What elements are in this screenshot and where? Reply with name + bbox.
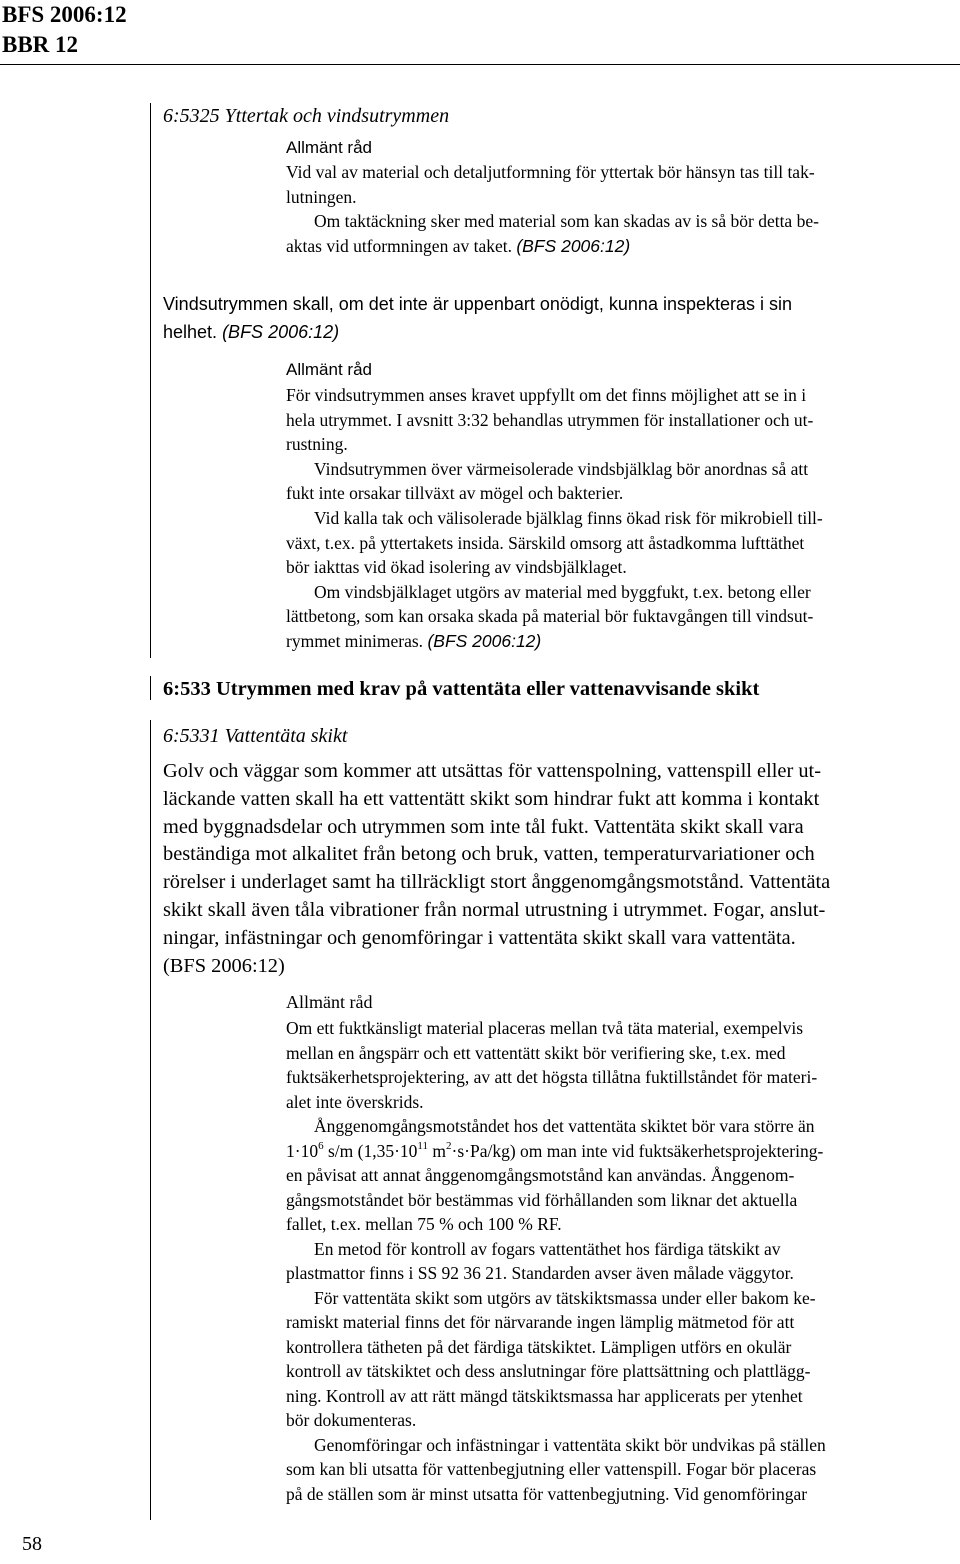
text-line: ning. Kontroll av att rätt mängd tätskiktsmassa har applicerats per ytenhet xyxy=(286,1385,803,1406)
text-line: rustning. xyxy=(286,434,348,455)
text-line: skikt skall även tåla vibrationer från normal utrustning i utrymmet. Fogar, anslut- xyxy=(163,898,826,921)
allmant-rad-block xyxy=(286,160,946,258)
section-heading-6-5325: 6:5325 Yttertak och vindsutrymmen xyxy=(163,105,450,127)
text-line: Vindsutrymmen skall, om det inte är uppenbart onödigt, kunna inspekteras i sin xyxy=(163,294,793,314)
text-line: För vindsutrymmen anses kravet uppfyllt om det finns möjlighet att se in i xyxy=(286,385,807,405)
text-line: beständiga mot alkalitet från betong och bruk, vatten, temperaturvariationer och xyxy=(163,843,815,866)
text-line: Genomföringar och infästningar i vattentäta skikt bör undvikas på ställen xyxy=(314,1434,826,1455)
text-line: alet inte överskrids. xyxy=(286,1091,424,1112)
text-line: ningar, infästningar och genomföringar i vattentäta skikt skall vara vattentäta. xyxy=(163,926,796,949)
text-line: För vattentäta skikt som utgörs av tätskiktsmassa under eller bakom ke- xyxy=(314,1287,816,1308)
text-line: Golv och väggar som kommer att utsättas för vattenspolning, vattenspill eller ut- xyxy=(163,760,822,782)
text-line: Vindsutrymmen över värmeisolerade vindsbjälklag bör anordnas så att xyxy=(314,458,809,479)
text-line: fuktsäkerhetsprojektering, av att det högsta tillåtna fuktillståndet för materi- xyxy=(286,1067,818,1087)
text-line: en påvisat att annat ånggenomgångsmotstånd kan användas. Ånggenom- xyxy=(286,1165,795,1185)
text-line: Om ett fuktkänsligt material placeras mellan två täta material, exempelvis xyxy=(286,1018,804,1038)
change-bar xyxy=(150,676,151,700)
text-line: rörelser i underlaget samt ha tillräckligt stort ånggenomgångsmotstånd. Vattentäta xyxy=(163,871,831,894)
text-line: plastmattor finns i SS 92 36 21. Standarden avser även målade väggytor. xyxy=(286,1263,794,1283)
header-rule xyxy=(0,64,960,65)
text-line: hela utrymmet. I avsnitt 3:32 behandlas utrymmen för installationer och ut- xyxy=(286,409,814,430)
text-line: kontrollera tätheten på det färdiga tätskiktet. Lämpligen utförs en okulär xyxy=(286,1336,792,1357)
header-bbr: BBR 12 xyxy=(2,32,79,57)
rule-text xyxy=(163,290,953,346)
rule-text xyxy=(163,758,953,980)
text-line: aktas vid utformningen av taket. xyxy=(286,235,512,256)
reference: (BFS 2006:12) xyxy=(427,630,542,651)
page-header xyxy=(2,0,127,60)
text-line: En metod för kontroll av fogars vattentäthet hos färdiga tätskikt av xyxy=(314,1238,781,1259)
reference: (BFS 2006:12) xyxy=(222,322,340,342)
section-heading-6-533: 6:533 Utrymmen med krav på vattentäta eller vattenavvisande skikt xyxy=(163,678,760,700)
text-line: bör dokumenteras. xyxy=(286,1410,417,1430)
text-line: rymmet minimeras. xyxy=(286,630,424,651)
text-line: bör iakttas vid ökad isolering av vindsbjälklaget. xyxy=(286,557,627,578)
text-line: $1\cdot 10^6$ s/m ($1,35\cdot 10^{11}$ $m^2\cdot s\cdot Pa/kg$) om man inte vid fuktsäkerhetsprojektering- xyxy=(286,1139,824,1161)
text-line: Om taktäckning sker med material som kan skadas av is så bör detta be- xyxy=(314,211,819,232)
allmant-rad-block xyxy=(286,1016,951,1506)
change-bar xyxy=(150,103,151,658)
text-line: mellan en ångspärr och ett vattentätt skikt bör verifiering ske, t.ex. med xyxy=(286,1042,786,1063)
text-line: Ånggenomgångsmotståndet hos det vattentäta skiktet bör vara större än xyxy=(314,1116,815,1136)
section-heading-6-5331: 6:5331 Vattentäta skikt xyxy=(163,725,348,747)
reference: (BFS 2006:12) xyxy=(516,235,631,256)
text-line: kontroll av tätskiktet och dess anslutningar före plattsättning och plattlägg- xyxy=(286,1361,811,1381)
text-line: fallet, t.ex. mellan 75 % och 100 % RF. xyxy=(286,1214,562,1234)
text-line: på de ställen som är minst utsatta för vattenbegjutning. Vid genomföringar xyxy=(286,1483,808,1504)
text-line: med byggnadsdelar och utrymmen som inte tål fukt. Vattentäta skikt skall vara xyxy=(163,815,804,838)
text-line: ramiskt material finns det för närvarande ingen lämplig mätmetod för att xyxy=(286,1312,795,1332)
text-line: Vid val av material och detaljutformning för yttertak bör hänsyn tas till tak- xyxy=(286,162,815,182)
header-bfs: BFS 2006:12 xyxy=(2,2,127,27)
text-line: Om vindsbjälklaget utgörs av material med byggfukt, t.ex. betong eller xyxy=(314,581,811,602)
allmant-rad-block xyxy=(286,383,946,654)
text-line: som kan bli utsatta för vattenbegjutning eller vattenspill. Fogar bör placeras xyxy=(286,1459,817,1479)
text-line: lutningen. xyxy=(286,186,357,207)
text-line: Vid kalla tak och välisolerade bjälklag finns ökad risk för mikrobiell till- xyxy=(314,507,823,528)
text-line: lättbetong, som kan orsaka skada på material bör fuktavgången till vindsut- xyxy=(286,606,814,627)
change-bar xyxy=(150,720,151,1520)
text-line: läckande vatten skall ha ett vattentätt skikt som hindrar fukt att komma i kontakt xyxy=(163,787,820,810)
text-line: växt, t.ex. på yttertakets insida. Särskild omsorg att åstadkomma lufttäthet xyxy=(286,532,805,553)
reference: (BFS 2006:12) xyxy=(163,954,285,977)
text-line: fukt inte orsakar tillväxt av mögel och bakterier. xyxy=(286,483,624,504)
text-line: gångsmotståndet bör bestämmas vid förhållanden som liknar det aktuella xyxy=(286,1189,798,1210)
text-line: helhet. xyxy=(163,322,218,342)
allmant-rad-label: Allmänt råd xyxy=(286,992,373,1012)
page-number: 58 xyxy=(22,1533,42,1555)
allmant-rad-label: Allmänt råd xyxy=(286,360,372,379)
allmant-rad-label: Allmänt råd xyxy=(286,138,372,157)
